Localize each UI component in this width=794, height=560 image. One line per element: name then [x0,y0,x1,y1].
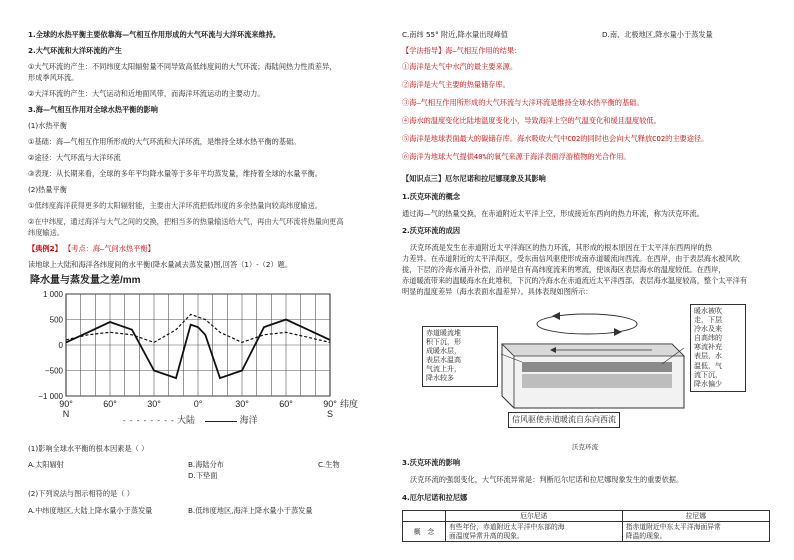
walker-cause-line-4: 赤道暖流带来的温暖海水在此堆积，下沉的冷海水在赤道流近太平洋西部，表层海水温度较高，整个太平洋有 [402,276,748,285]
paragraph-atmosphere-1: ①大气环流的产生：不同纬度太阳辐射量不同导致高低纬度间的大气环流；海陆间热力性质差异， [28,62,337,71]
example-tip: 【考点：海—气间水热平衡】 [64,244,155,253]
example-heading [28,244,155,253]
question-2: (2)下列说法与图示相符的是（ ） [28,489,134,498]
east-line-4: 自高纬的 [694,334,722,343]
x-end-label-north: N [62,409,70,419]
diagram-caption: 沃克环流 [572,443,598,451]
walker-concept-heading: 1.沃克环流的概念 [402,192,461,201]
x-end-label-south: S [326,409,334,419]
el-nino-la-nina-table [402,510,770,542]
section-3-heading: 3.海—气相互作用对全球水热平衡的影响 [28,105,158,114]
east-line-8: 流下沉， [694,370,722,379]
example-question: 读地球上大陆和海洋各纬度间的水平衡(降水量减去蒸发量)图,回答（1）-（2）题。 [28,260,293,269]
east-line-6: 表层，水 [694,352,722,361]
section-1-heading: 1.全球的水热平衡主要依靠海—气相互作用形成的大气环流与大洋环流来维持。 [28,30,281,39]
table-header-el-nino: 厄尔尼诺 [446,511,623,522]
legend-land: 大陆 [177,416,196,426]
chart-title: 降水量与蒸发量之差/mm [30,275,141,286]
study-tip-title: 【学法指导】海—气相互作用的结果： [402,46,522,55]
west-line-2: 积下沉，形 [426,338,461,347]
paragraph-mid-latitude-2: 纬度输送。 [28,228,64,237]
la-nina-def-2: 降温的现象。 [625,531,667,540]
walker-cause-heading: 2.沃克环流的成因 [402,226,461,235]
west-line-6: 降水较多 [426,374,454,383]
table-row [403,522,770,542]
diagram-bottom-label: 信风驱使赤道暖流自东向西流 [508,412,620,428]
study-tip-6: ⑥海洋为地球大气提供40%的氧气来源于海洋表面浮游植物的光合作用。 [402,152,631,161]
walker-cause-line-3: 拢，下层的冷海水涌升补偿，沿岸是自有高纬度流来的寒流，使该海区表层海水的温度较低。在西岸， [402,265,726,274]
west-line-4: 表层水温高 [426,356,461,365]
paragraph-mid-latitude-1: ②在中纬度，通过海洋与大气之间的交换，把相当多的热量输送给大气，再由大气环流将热量向更高 [28,217,344,226]
el-nino-def-1: 有些年份，赤道附近太平洋中东部的海 [449,523,565,532]
q2-option-a: A.中纬度地区,大陆上降水量小于蒸发量 [28,506,153,515]
paragraph-pathway: ②途径：大气环流与大洋环流 [28,153,121,162]
walker-cause-line-2: 力差异。在赤道附近的太平洋海区，受东南信风驱使形成南赤道暖流向西流。在西岸，由于表层海水被风吹 [402,254,740,263]
x-tick-label: 0° [193,399,203,409]
east-line-3: 冷水及来 [694,325,722,334]
legend-swatch-ocean [205,421,237,422]
diagram-west-label [422,326,498,387]
walker-diagram [422,304,752,430]
x-tick-label: 30° [147,399,161,409]
legend-ocean: 海洋 [239,416,258,426]
walker-cause-line-1: 沃克环流是发生在赤道附近太平洋海区的热力环流，其形成的根本原因在于太平洋东西两岸的热 [410,243,712,252]
el-nino-def-2: 面温度异常升高的现象。 [449,531,524,540]
chart-grid [66,294,330,396]
study-tip-4: ④海水的温度变化比陆地温度变化小，导致海洋上空的气温变化和缓且温度较低。 [402,116,661,125]
study-tip-1: ①海洋是大气中水汽的最主要来源。 [402,62,518,71]
el-nino-heading: 4.厄尔尼诺和拉尼娜 [402,493,468,502]
y-tick-label: −500 [44,366,63,376]
water-balance-chart [28,272,368,426]
paragraph-basis: ①基础：海—气相互作用所形成的大气环流和大洋环流，是维持全球水热平衡的基础。 [28,137,301,146]
west-line-3: 成暖水层， [426,347,461,356]
west-line-1: 赤道暖流堆 [426,329,461,337]
walker-impact-text: 沃克环流的强弱变化，大气环流异常是：判断厄尔尼诺和拉尼娜现象发生的重要依据。 [410,475,684,484]
x-axis-label: 纬度 [340,399,359,409]
y-tick-label: −1 000 [38,392,63,401]
knowledge-point-3-heading: 【知识点三】厄尔尼诺和拉尼娜现象及其影响 [402,174,546,183]
q1-option-d: D.下垫面 [188,471,218,480]
table-header-row [403,511,770,522]
walker-concept-text: 通过海—气的热量交换，在赤道附近太平洋上空，形成接近东西向的热力环流，称为沃克环流。 [402,209,704,218]
q2-option-b: B.低纬度地区,海洋上降水量小于蒸发量 [188,506,313,515]
legend-swatch-land: - - - - - - - - [123,416,175,425]
q1-option-a: A.太阳辐射 [28,460,64,469]
east-line-2: 走，下层 [694,316,722,325]
east-line-1: 暖水被吹 [694,307,722,315]
east-line-9: 降水偏少 [694,379,722,388]
paragraph-performance: ③表现：从长期来看，全球的多年平均降水量等于多年平均蒸发量，维持着全球的水量平衡。 [28,169,322,178]
table-row-label: 概 念 [403,522,446,542]
x-tick-label: 60° [103,399,117,409]
x-tick-label: 90° [59,399,73,409]
paragraph-ocean: ②大洋环流的产生：大气运动和近地面风带，而海洋环流运动的主要动力。 [28,89,265,98]
y-tick-label: 0 [58,341,63,350]
table-cell-el-nino [446,522,623,542]
y-tick-label: 500 [49,315,63,325]
diagram-east-label [690,304,746,392]
q1-option-c: C.生物 [318,460,340,469]
east-line-7: 温低，气 [694,361,722,370]
subheading-water-balance: (1)水热平衡 [28,121,67,130]
paragraph-low-latitude: ①低纬度海洋获得更多的太阳辐射能，主要由大洋环流把低纬度的多余热量向较高纬度输送。 [28,201,322,210]
chart-y-ticks [38,290,63,401]
la-nina-def-1: 指赤道附近中东太平洋海面异常 [625,523,721,532]
study-tip-3: ③海—气相互作用所形成的大气环流与大洋环流是维持全球水热平衡的基础。 [402,98,644,107]
x-tick-label: 90° [323,399,337,409]
table-corner-cell [403,511,446,522]
walker-cause-line-5: 明显的温度差异（海水表面水温差异）。具体表现如图所示： [402,287,593,296]
q2-option-d: D.南、北极地区,降水量小于蒸发量 [602,30,713,39]
section-2-heading: 2.大气环流和大洋环流的产生 [28,46,122,55]
q1-option-b: B.海陆分布 [188,460,224,469]
question-1: (1)影响全球水平衡的根本因素是（ ） [28,444,149,453]
east-line-5: 寒流补充 [694,343,722,352]
table-header-la-nina: 拉尼娜 [622,511,769,522]
x-tick-label: 30° [235,399,249,409]
study-tip-2: ②海洋是大气主要的热量储存库。 [402,80,510,89]
example-label: 【典例2】 [28,244,62,253]
table-cell-la-nina [622,522,769,542]
study-tip-5: ⑤海洋是地球表面最大的碳储存库。海水吸收大气中CO2的同时也会向大气释放CO2的主要途径。 [402,134,709,143]
paragraph-atmosphere-2: 形成季风环流。 [28,73,79,82]
subheading-heat-balance: (2)热量平衡 [28,185,67,194]
walker-impact-heading: 3.沃克环流的影响 [402,458,461,467]
q2-option-c: C.南纬 55° 附近,降水量出现峰值 [402,30,508,39]
west-line-5: 气流上升， [426,365,461,374]
y-tick-label: 1 000 [42,290,63,299]
x-tick-label: 60° [279,399,293,409]
chart-legend [123,416,258,427]
